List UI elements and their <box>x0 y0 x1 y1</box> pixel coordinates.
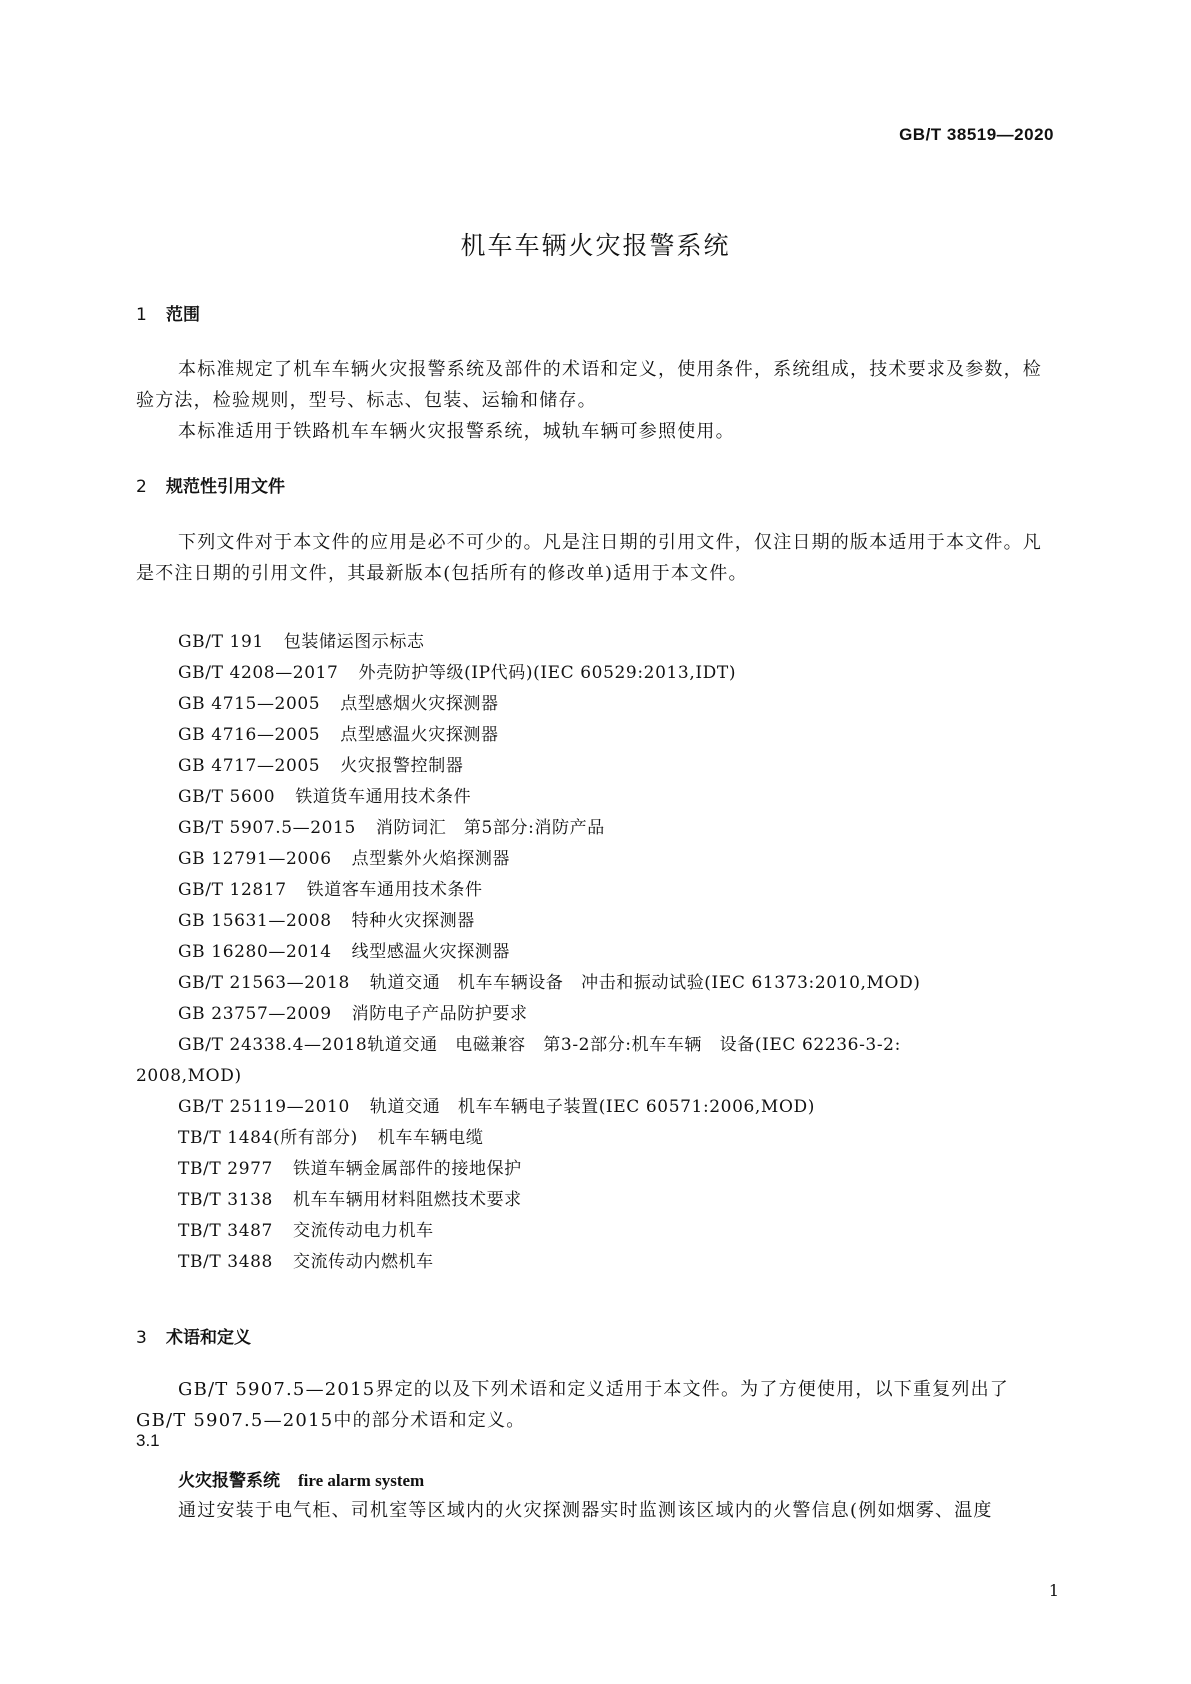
reference-item <box>178 844 1058 875</box>
terms-intro: GB/T 5907.5—2015界定的以及下列术语和定义适用于本文件。为了方便使用，以下重复列出了GB/T 5907.5—2015中的部分术语和定义。 <box>136 1379 1009 1431</box>
reference-code: GB/T 21563—2018 <box>178 973 350 993</box>
reference-title: 轨道交通 机车车辆设备 冲击和振动试验(IEC 61373:2010,MOD) <box>369 973 921 993</box>
term-heading <box>178 1466 424 1491</box>
section-title: 范围 <box>166 305 200 325</box>
reference-item <box>178 627 1058 658</box>
reference-code: GB 12791—2006 <box>178 849 332 869</box>
reference-title: 包装储运图示标志 <box>283 632 425 652</box>
reference-title: 火灾报警控制器 <box>340 756 464 776</box>
reference-title-continued: 2008,MOD) <box>136 1066 242 1086</box>
section-title: 规范性引用文件 <box>166 477 285 497</box>
reference-item <box>178 813 1058 844</box>
section-title: 术语和定义 <box>166 1328 251 1348</box>
reference-title: 点型感烟火灾探测器 <box>340 694 499 714</box>
term-english: fire alarm system <box>298 1471 425 1490</box>
reference-code: TB/T 2977 <box>178 1159 273 1179</box>
reference-code: GB/T 25119—2010 <box>178 1097 350 1117</box>
section-number: 3 <box>136 1328 147 1348</box>
standard-code: GB/T 38519—2020 <box>899 125 1054 144</box>
reference-title: 特种火灾探测器 <box>351 911 475 931</box>
scope-paragraph-1: 本标准规定了机车车辆火灾报警系统及部件的术语和定义，使用条件，系统组成，技术要求及参数，检验方法，检验规则，型号、标志、包装、运输和储存。 <box>136 359 1042 411</box>
reference-title: 点型紫外火焰探测器 <box>351 849 511 869</box>
reference-code: GB/T 24338.4—2018 <box>178 1035 368 1055</box>
reference-code: GB 4716—2005 <box>178 725 321 745</box>
reference-code: TB/T 3138 <box>178 1190 273 1210</box>
reference-item <box>178 1216 1058 1247</box>
reference-item <box>178 689 1058 720</box>
section-heading-scope <box>136 300 200 325</box>
reference-code: GB/T 5600 <box>178 787 276 807</box>
reference-title: 外壳防护等级(IP代码)(IEC 60529:2013,IDT) <box>358 663 737 683</box>
reference-item <box>178 999 1058 1030</box>
reference-title: 机车车辆电缆 <box>377 1128 484 1148</box>
reference-code: GB/T 5907.5—2015 <box>178 818 356 838</box>
reference-title: 机车车辆用材料阻燃技术要求 <box>292 1190 522 1210</box>
reference-title: 交流传动内燃机车 <box>292 1252 434 1272</box>
reference-title: 消防电子产品防护要求 <box>351 1004 528 1024</box>
reference-item <box>178 968 1058 999</box>
reference-item <box>178 1185 1058 1216</box>
reference-title: 点型感温火灾探测器 <box>340 725 499 745</box>
normative-intro: 下列文件对于本文件的应用是必不可少的。凡是注日期的引用文件，仅注日期的版本适用于本文件。凡是不注日期的引用文件，其最新版本(包括所有的修改单)适用于本文件。 <box>136 532 1042 584</box>
reference-item <box>178 906 1058 937</box>
reference-item <box>178 658 1058 689</box>
reference-code: GB 15631—2008 <box>178 911 332 931</box>
reference-code: GB 4717—2005 <box>178 756 321 776</box>
section-number: 2 <box>136 477 147 497</box>
section-heading-terms <box>136 1323 251 1348</box>
reference-title: 线型感温火灾探测器 <box>351 942 511 962</box>
reference-title: 铁道客车通用技术条件 <box>306 880 483 900</box>
reference-code: GB 23757—2009 <box>178 1004 332 1024</box>
page-title: 机车车辆火灾报警系统 <box>460 231 731 260</box>
reference-item <box>178 782 1058 813</box>
reference-code: GB/T 191 <box>178 632 264 652</box>
reference-title: 铁道车辆金属部件的接地保护 <box>292 1159 522 1179</box>
reference-item <box>178 751 1058 782</box>
reference-title: 交流传动电力机车 <box>292 1221 434 1241</box>
reference-code: TB/T 3488 <box>178 1252 273 1272</box>
reference-item <box>178 1154 1058 1185</box>
scope-paragraph-2: 本标准适用于铁路机车车辆火灾报警系统，城轨车辆可参照使用。 <box>178 421 735 442</box>
reference-item <box>178 1123 1058 1154</box>
page-number: 1 <box>1048 1581 1059 1600</box>
reference-title: 轨道交通 电磁兼容 第3-2部分:机车车辆 设备(IEC 62236-3-2: <box>367 1035 901 1055</box>
reference-item <box>178 1092 1058 1123</box>
section-number: 1 <box>136 305 147 325</box>
term-number: 3.1 <box>136 1431 160 1450</box>
term-definition: 通过安装于电气柜、司机室等区域内的火灾探测器实时监测该区域内的火警信息(例如烟雾、温度 <box>178 1500 993 1521</box>
reference-item <box>178 875 1058 906</box>
reference-code: GB 16280—2014 <box>178 942 332 962</box>
reference-item <box>178 937 1058 968</box>
reference-list <box>136 627 1058 1278</box>
reference-code: GB/T 4208—2017 <box>178 663 339 683</box>
term-chinese: 火灾报警系统 <box>178 1471 280 1491</box>
section-heading-normative <box>136 472 285 497</box>
reference-title: 消防词汇 第5部分:消防产品 <box>375 818 605 838</box>
reference-code: TB/T 1484(所有部分) <box>178 1128 358 1148</box>
reference-code: TB/T 3487 <box>178 1221 273 1241</box>
reference-code: GB 4715—2005 <box>178 694 321 714</box>
reference-code: GB/T 12817 <box>178 880 287 900</box>
reference-item <box>178 720 1058 751</box>
reference-title: 轨道交通 机车车辆电子装置(IEC 60571:2006,MOD) <box>369 1097 815 1117</box>
reference-item <box>136 1030 1058 1092</box>
reference-item <box>178 1247 1058 1278</box>
reference-title: 铁道货车通用技术条件 <box>295 787 472 807</box>
